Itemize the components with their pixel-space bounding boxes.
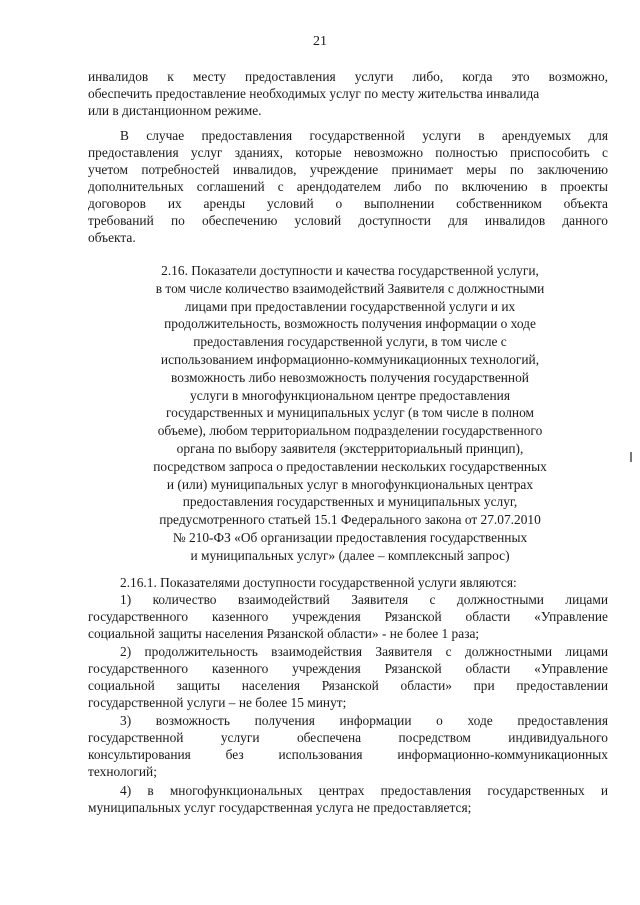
heading-line: в том числе количество взаимодействий Заявителя с должностными (155, 280, 545, 296)
text-line: или в дистанционном режиме. (88, 103, 262, 118)
text-line: 1) количество взаимодействий Заявителя с должностными лицами (120, 592, 608, 607)
text-line: 3) возможность получения информации о ходе предоставления (120, 713, 608, 728)
paragraph-accessibility-continuation (88, 68, 608, 119)
heading-line: предоставления государственной услуги, в том числе с (193, 334, 507, 350)
heading-line: и (или) муниципальных услуг в многофункциональных центрах (166, 476, 534, 492)
heading-line: продолжительность, возможность получения информации о ходе (164, 316, 536, 332)
text-line: социальной защиты населения Рязанской области» - не более 1 раза; (88, 626, 480, 641)
heading-line: использованием информационно-коммуникационных технологий, (160, 351, 540, 367)
list-item-4 (88, 782, 608, 816)
section-heading-2-16 (110, 262, 590, 565)
heading-line: 2.16. Показатели доступности и качества государственной услуги, (161, 263, 539, 278)
list-item-1 (88, 591, 608, 642)
text-line: 4) в многофункциональных центрах предоставления государственных и (120, 783, 608, 798)
text-line: муниципальных услуг государственная услуга не предоставляется; (88, 800, 472, 815)
text-line: 2) продолжительность взаимодействия Заявителя с должностными лицами (120, 644, 608, 659)
text-line: государственного казенного учреждения Рязанской области «Управление (88, 609, 608, 624)
text-line: социальной защиты населения Рязанской области» при предоставлении (88, 678, 608, 693)
heading-line: посредством запроса о предоставлении нескольких государственных (153, 458, 547, 474)
text-line: В случае предоставления государственной услуги в арендуемых для (120, 128, 608, 143)
text-line: договоров их аренды условий о выполнении собственником объекта (88, 196, 608, 211)
text-line: государственной услуги обеспечена посредством индивидуального (88, 730, 608, 745)
text-line: учетом потребностей инвалидов, учреждение принимает меры по заключению (88, 162, 608, 177)
text-line: требований по обеспечению условий доступности для инвалидов данного (88, 213, 608, 228)
text-line: дополнительных соглашений с арендодателем либо по включению в проекты (88, 179, 608, 194)
heading-line: государственных и муниципальных услуг (в том числе в полном (165, 405, 535, 421)
text-line: технологий; (88, 764, 157, 779)
list-item-3 (88, 712, 608, 780)
list-item-2 (88, 643, 608, 711)
scan-edge-mark (630, 452, 632, 462)
text-line: государственной услуги – не более 15 минут; (88, 695, 347, 710)
paragraph-rented-buildings (88, 127, 608, 246)
text-line: консультирования без использования информационно-коммуникационных (88, 747, 608, 762)
heading-line: возможность либо невозможность получения государственной (171, 369, 529, 385)
text-line: инвалидов к месту предоставления услуги либо, когда это возможно, (88, 69, 608, 84)
heading-line: № 210-ФЗ «Об организации предоставления государственных (172, 529, 528, 545)
page-number: 21 (313, 34, 327, 49)
heading-line: услуги в многофункциональном центре предоставления (190, 387, 510, 403)
heading-line: предоставления государственных и муниципальных услуг, (182, 494, 518, 510)
heading-line: органа по выбору заявителя (экстерриториальный принцип), (176, 440, 524, 456)
heading-line: объеме), любом территориальном подразделении государственного (157, 423, 543, 439)
text-line: государственного казенного учреждения Рязанской области «Управление (88, 661, 608, 676)
text-line: 2.16.1. Показателями доступности государственной услуги являются: (120, 575, 517, 590)
text-line: обеспечить предоставление необходимых услуг по месту жительства инвалида (88, 86, 540, 101)
text-line: предоставления услуг зданиях, которые невозможно полностью приспособить с (88, 145, 608, 160)
section-2-16-1-intro (88, 574, 608, 591)
heading-line: и муниципальных услуг» (далее – комплексный запрос) (190, 547, 510, 563)
heading-line: лицами при предоставлении государственной услуги и их (184, 298, 516, 314)
heading-line: предусмотренного статьей 15.1 Федерального закона от 27.07.2010 (159, 512, 541, 528)
text-line: объекта. (88, 230, 136, 245)
